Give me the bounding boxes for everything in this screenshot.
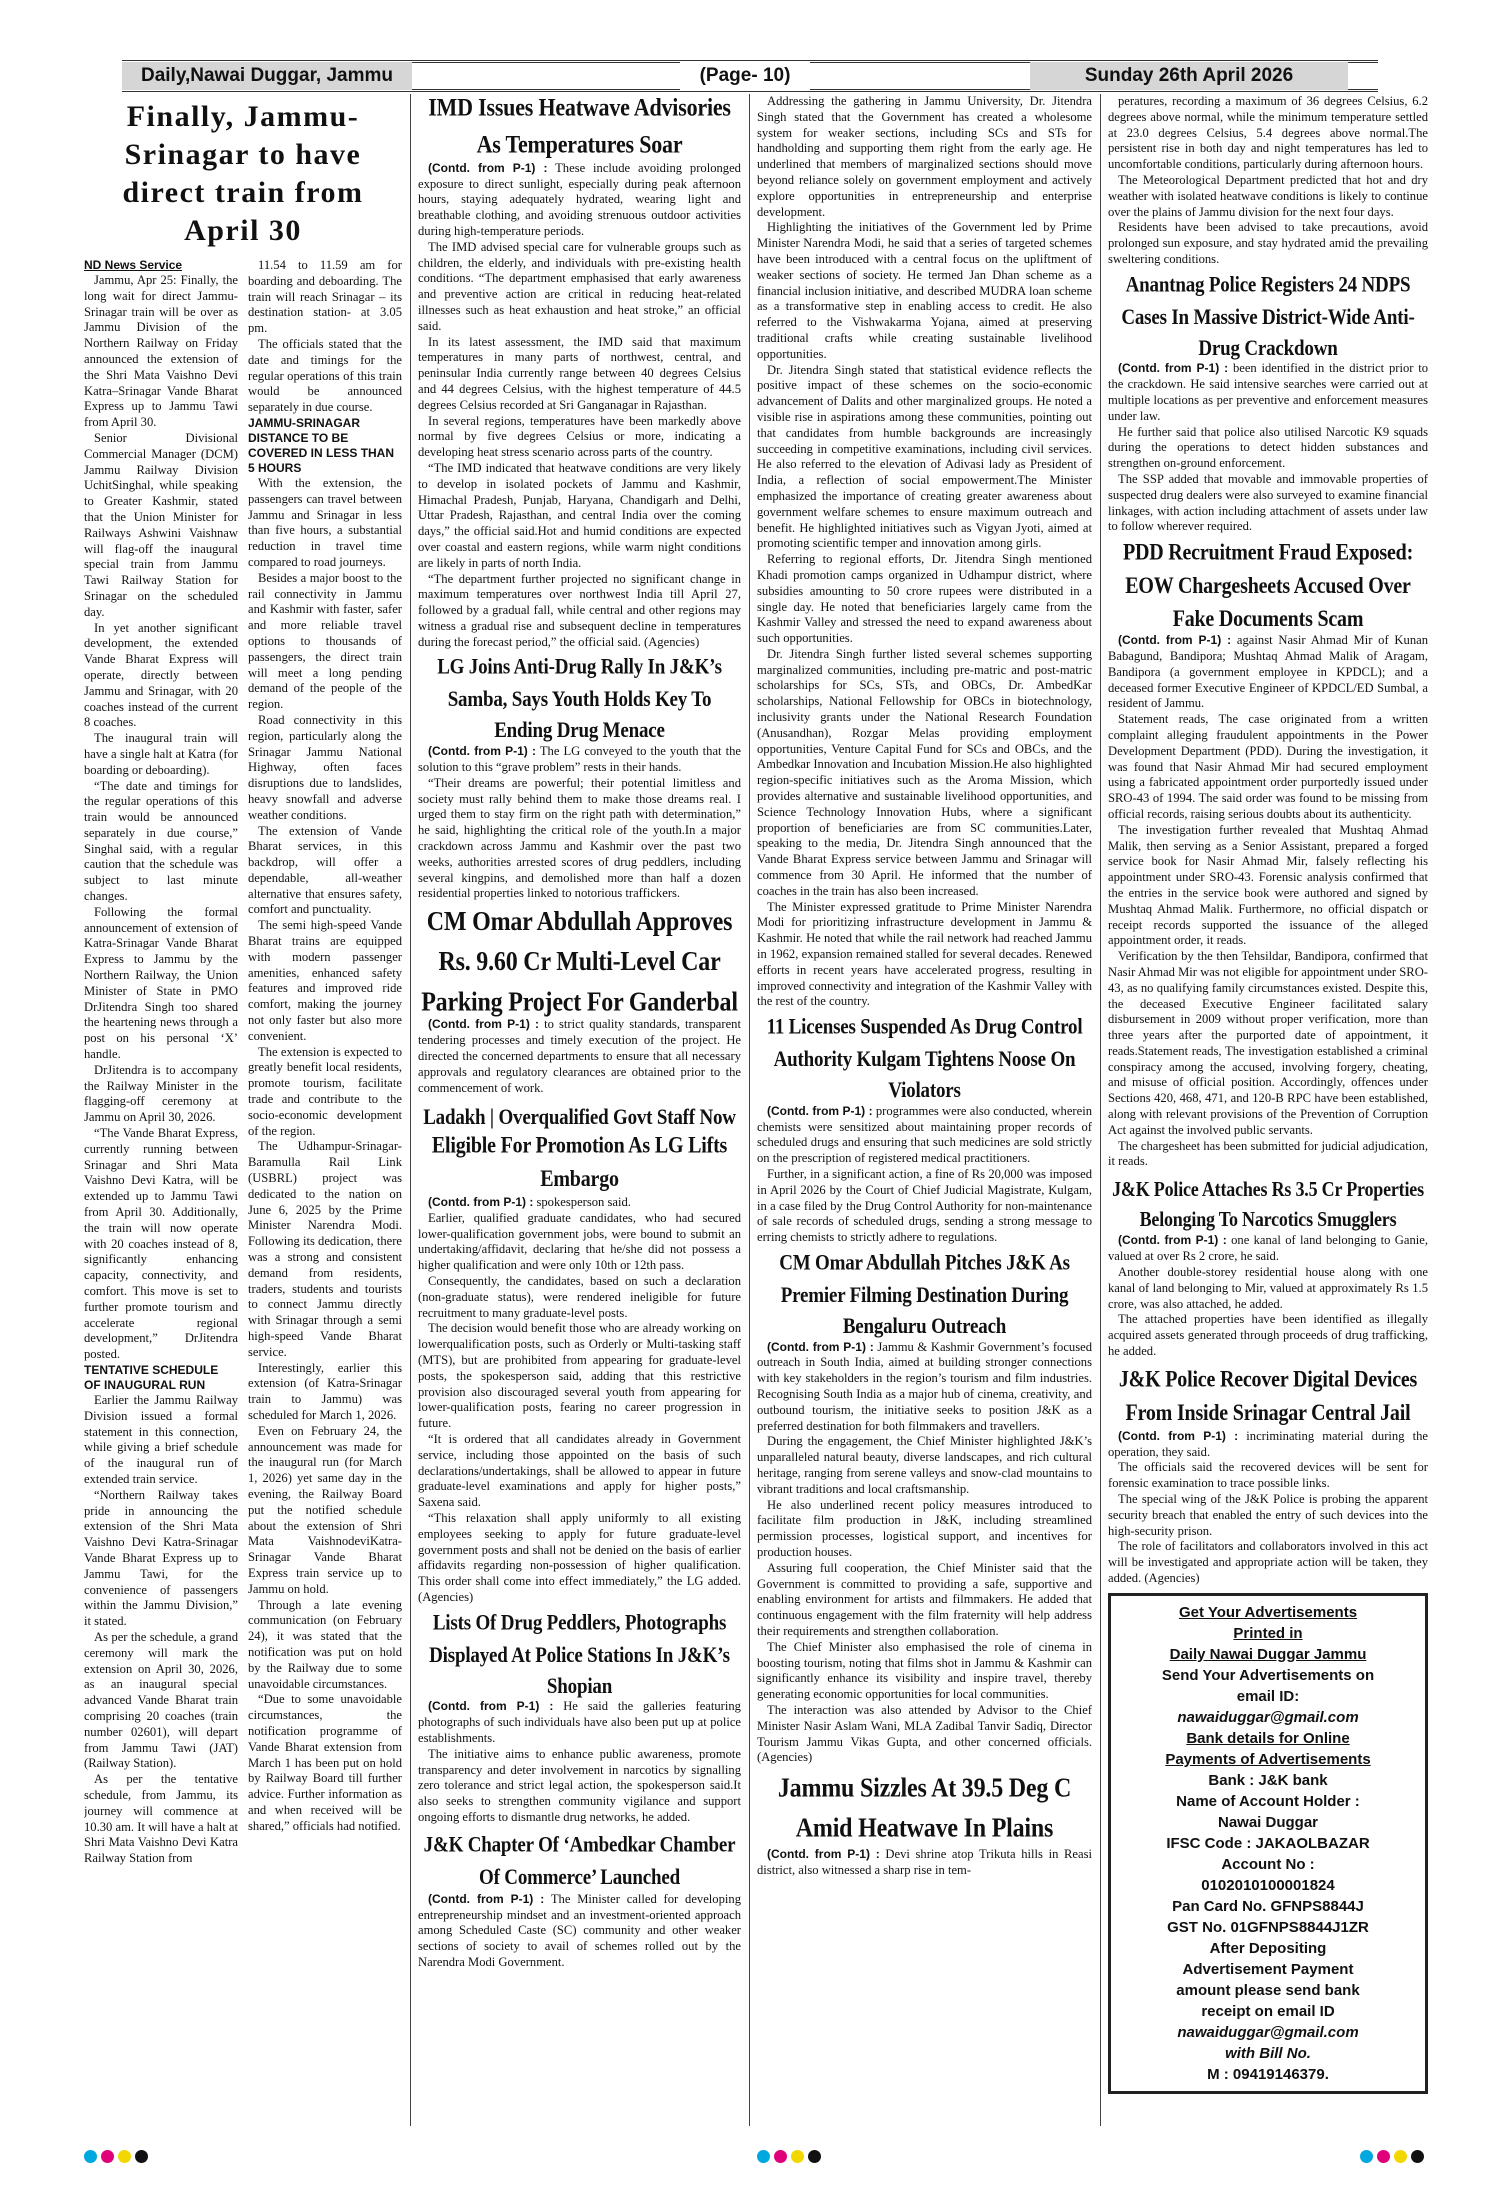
parking-headline: CM Omar Abdullah Approves Rs. 9.60 Cr Multi-Level Car Parking Project For Ganderbal xyxy=(421,906,738,1017)
ad-email: nawaiduggar@gmail.com xyxy=(1177,2023,1359,2041)
ad-line: Daily Nawai Duggar Jammu xyxy=(1169,1645,1367,1663)
lead-paragraph: “Northern Railway takes pride in announcing the extension of the Shri Mata Vaishno Devi Katra-Srinagar Vande Bharat Express up to Jammu Tawi, for the convenience of passengers within the Jammu Division,” it stated. xyxy=(84,1487,238,1629)
lead-paragraph: In yet another significant development, the extended Vande Bharat Express will operate, directly between Jammu and Srinagar, with 20 coaches instead of the current 8 coaches. xyxy=(84,620,238,730)
imd-paragraph: “The department further projected no significant change in maximum temperatures over northwest India till April 27, followed by a gradual fall, while central and other regions may witness a gradual rise and subsequent decline in temperatures during the forecast period,” the official said. (Agencies) xyxy=(418,571,741,649)
pdd-headline: PDD Recruitment Fraud Exposed: EOW Chargesheets Accused Over Fake Documents Scam xyxy=(1122,540,1414,633)
heat-paragraph: Devi shrine atop Trikuta hills in Reasi district, also witnessed a sharp rise in tem- xyxy=(757,1846,1092,1877)
heat-paragraph: The Meteorological Department predicted that hot and dry weather with isolated heatwave conditions is likely to continue over the plains of Jammu division for the next four days. xyxy=(1108,172,1428,219)
page-number: (Page- 10) xyxy=(680,62,810,90)
masthead-publication: Daily,Nawai Duggar, Jammu xyxy=(122,62,412,90)
heat-paragraph: Residents have been advised to take precautions, avoid prolonged sun exposure, and stay hydrated amid the prevailing sweltering conditions. xyxy=(1108,220,1428,266)
contd-label: (Contd. from P-1) : xyxy=(428,1699,554,1714)
lead-paragraph: 11.54 to 11.59 am for boarding and deboarding. The train will reach Srinagar – its destination station- at 3.05 pm. xyxy=(248,258,402,336)
ad-line: amount please send bank xyxy=(1176,1981,1360,1999)
attach-headline: J&K Police Attaches Rs 3.5 Cr Properties Belonging To Narcotics Smugglers xyxy=(1112,1177,1424,1231)
shopian-headline: Lists Of Drug Peddlers, Photographs Displayed At Police Stations In J&K’s Shopian xyxy=(429,1610,730,1699)
lead-paragraph: DrJitendra is to accompany the Railway Minister in the flagging-off ceremony at Jammu on April 30, 2026. xyxy=(84,1062,238,1125)
imd-paragraph: These include avoiding prolonged exposure to direct sunlight, especially during peak afternoon hours, staying adequately hydrated, wearing light and breathable clothing, and avoiding strenuous outdoor activities during high-temperature periods. xyxy=(418,160,741,238)
column-rule xyxy=(749,94,750,2126)
lead-paragraph: Jammu, Apr 25: Finally, the long wait for direct Jammu-Srinagar train will be over as Jammu Division of the Northern Railway on Friday announced the extension of the Shri Mata Vaishno Devi Katra–Srinagar Vande Bharat Express up to Jammu Tawi from April 30. xyxy=(84,273,238,430)
ad-line: GST No. 01GFNPS8844J1ZR xyxy=(1167,1918,1369,1936)
cmyk-marks-right xyxy=(1360,2150,1424,2163)
ladakh-paragraph: “It is ordered that all candidates already in Government service, including those appointed on the basis of such declarations/undertakings, shall be allowed to appear in future graduate-level examinations and apply for higher posts,” Saxena said. xyxy=(418,1431,741,1510)
jail-paragraph: The officials said the recovered devices will be sent for forensic examination to trace possible links. xyxy=(1108,1460,1428,1491)
ladakh-kicker: Ladakh | Overqualified Govt Staff Now xyxy=(423,1105,736,1131)
lead-paragraph: “The date and timings for the regular operations of this train would be announced separately in due course,” Singhal said, with a regular caution that the schedule was subject to last minute changes. xyxy=(84,778,238,904)
ad-email: nawaiduggar@gmail.com xyxy=(1177,1708,1359,1726)
lead-paragraph: As per the tentative schedule, from Jammu, its journey will commence at 10.30 am. It will have a halt at Shri Mata Vaishno Devi Katra Railway Station from xyxy=(84,1772,238,1866)
shopian-paragraph: He said the galleries featuring photographs of such individuals have also been put up at police establishments. xyxy=(418,1699,741,1745)
ad-line: Payments of Advertisements xyxy=(1165,1750,1371,1768)
lead-paragraph: Through a late evening communication (on February 24), it was stated that the notification was put on hold by the Railway due to some unavoidable circumstances. xyxy=(248,1597,402,1691)
black-dot-icon xyxy=(808,2150,821,2163)
ndps-paragraph: The SSP added that movable and immovable properties of suspected drug dealers were also surveyed to examine financial linkages, with action including attachment of assets under law to follow wherever required. xyxy=(1108,471,1428,534)
lead-paragraph: The semi high-speed Vande Bharat trains are equipped with modern passenger amenities, enhanced safety features and improved ride comfort, making the journey not only faster but also more convenient. xyxy=(248,918,402,1043)
byline: ND News Service xyxy=(84,258,183,272)
contd-label: (Contd. from P-1) : xyxy=(767,1103,873,1118)
column-rule xyxy=(1100,94,1101,2126)
lead-paragraph: With the extension, the passengers can travel between Jammu and Srinagar in less than five hours, a substantial reduction in travel time compared to road journeys. xyxy=(248,475,402,569)
ambedkar-headline: J&K Chapter Of ‘Ambedkar Chamber Of Commerce’ Launched xyxy=(423,1833,736,1889)
filming-paragraph: The interaction was also attended by Advisor to the Chief Minister Nasir Aslam Wani, MLA Zadibal Tanvir Sadiq, Director Tourism Jammu Vikas Gupta, and other concerned officials.(Agencies) xyxy=(757,1703,1092,1765)
pdd-paragraph: The investigation further revealed that Mushtaq Ahmad Malik, then serving as a Senior Assistant, prepared a forged service book for Nasir Ahmad Mir, falsely reflecting his appointment under SRO-43. Forensic analysis confirmed that the entries in the service book were authored and signed by Mushtaq Ahmad Malik. Furthermore, no official dispatch or receipt records supported the issuance of the alleged appointment order, it reads. xyxy=(1108,822,1428,948)
filming-paragraph: Assuring full cooperation, the Chief Minister said that the Government is committed to providing a safe, supportive and enabling environment for artists and filmmakers. He added that continuous engagement with the film fraternity will help address their requirements and strengthen collaboration. xyxy=(757,1560,1092,1639)
ad-line: receipt on email ID xyxy=(1201,2002,1335,2020)
cyan-dot-icon xyxy=(1360,2150,1373,2163)
attach-paragraph: The attached properties have been identified as illegally acquired assets generated through proceeds of drug trafficking, he added. xyxy=(1108,1312,1428,1359)
kulgam-headline: 11 Licenses Suspended As Drug Control Authority Kulgam Tightens Noose On Violators xyxy=(766,1015,1083,1103)
lead-paragraph: The extension of Vande Bharat services, in this backdrop, will offer a dependable, all-weather alternative that ensures safety, comfort and punctuality. xyxy=(248,823,402,917)
lead-paragraph: The officials stated that the date and timings for the regular operations of this train would be announced separately in due course. xyxy=(248,336,402,415)
ad-line: Pan Card No. GFNPS8844J xyxy=(1172,1897,1364,1915)
magenta-dot-icon xyxy=(101,2150,114,2163)
ad-line: with Bill No. xyxy=(1225,2044,1311,2062)
contd-label: (Contd. from P-1) : xyxy=(428,1017,540,1032)
ambedkar-paragraph: Highlighting the initiatives of the Government led by Prime Minister Narendra Modi, he said that a series of targeted schemes have been introduced with a central focus on the upliftment of weaker sections of society. He termed Jan Dhan scheme as a financial inclusion initiative, and described MUDRA loan scheme as a transformative step in enabling access to credit. He also referred to the Vishwakarma Yojana, aimed at preserving traditional crafts while creating sustainable livelihood opportunities. xyxy=(757,220,1092,361)
ad-line: IFSC Code : JAKAOLBAZAR xyxy=(1166,1834,1370,1852)
attach-paragraph: one kanal of land belonging to Ganie, valued at over Rs 2 crore, he said. xyxy=(1108,1233,1428,1264)
column-rule xyxy=(410,94,411,2126)
lead-paragraph: Besides a major boost to the rail connectivity in Jammu and Kashmir with faster, safer and more reliable travel options to thousands of passengers, the direct train will meet a long pending demand of the people of the region. xyxy=(248,570,402,712)
ad-line: 0102010100001824 xyxy=(1201,1876,1335,1894)
ad-line: Bank details for Online xyxy=(1186,1729,1350,1747)
yellow-dot-icon xyxy=(118,2150,131,2163)
ladakh-paragraph: The decision would benefit those who are already working on lowerqualification posts, such as Orderly or Multi-tasking staff (MTS), but are prohibited from appearing for graduate-level posts, the spokesperson said, adding that this restrictive provision also discouraged several youth from appearing for lower-qualification posts, fearing no career progression in future. xyxy=(418,1321,741,1431)
parking-paragraph: to strict quality standards, transparent tendering processes and timely execution of the project. He directed the concerned departments to ensure that all necessary approvals and regulatory clearances are obtained prior to the commencement of work. xyxy=(418,1017,741,1095)
ambedkar-paragraph: Dr. Jitendra Singh further listed several schemes supporting marginalized communities, including pre-matric and post-matric scholarships for SCs, STs, and OBCs, Dr. AmbedKar scholarships, National Fellowship for OBCs in biotechnology, inclusivity grants under the National Research Foundation (Anusandhan), Rozgar Melas providing employment opportunities, Venture Capital Fund for SCs and OBCs, and the Ambedkar Innovation and Incubation Mission.He also highlighted region-specific initiatives such as the Aroma Mission, which provides alternative and sustainable livelihood opportunities, and Science Technology Innovation Hubs, where a significant proportion of beneficiaries are from SC communities.Later, speaking to the media, Dr. Jitendra Singh announced that the Vande Bharat Express service between Jammu and Srinagar will commence from 30 April. He informed that the number of coaches in the train has also been increased. xyxy=(757,646,1092,898)
ad-phone: M : 09419146379. xyxy=(1207,2065,1329,2083)
lead-paragraph: As per the schedule, a grand ceremony will mark the extension on April 30, 2026, as an inaugural special advanced Vande Bharat train comprising 20 coaches (train number 02601), will depart from Jammu Tawi (JAT) (Railway Station). xyxy=(84,1629,238,1771)
magenta-dot-icon xyxy=(1377,2150,1390,2163)
filming-paragraph: He also underlined recent policy measures introduced to facilitate film production in J&K, including streamlined permission processes, logistical support, and incentives for production houses. xyxy=(757,1497,1092,1560)
ad-line: Advertisement Payment xyxy=(1182,1960,1354,1978)
black-dot-icon xyxy=(135,2150,148,2163)
black-dot-icon xyxy=(1411,2150,1424,2163)
lead-paragraph: The extension is expected to greatly benefit local residents, promote tourism, facilitate trade and contribute to the socio-economic development of the region. xyxy=(248,1044,402,1138)
ambedkar-paragraph: Addressing the gathering in Jammu University, Dr. Jitendra Singh stated that the Government has created a wholesome system for weaker sections, including SCs and STs for handholding and supporting them right from the early age. He underlined that members of marginalized sections should move beyond reliance solely on government employment and actively explore opportunities in entrepreneurship and enterprise development. xyxy=(757,94,1092,219)
lead-paragraph: The Udhampur-Srinagar-Baramulla Rail Link (USBRL) project was dedicated to the nation on June 6, 2025 by the Prime Minister Narendra Modi. Following its dedication, there was a strong and consistent demand from residents, traders, students and tourists to connect Jammu directly with Srinagar through a semi high-speed Vande Bharat service. xyxy=(248,1139,402,1359)
contd-label: (Contd. from P-1) : xyxy=(428,160,548,175)
ad-line: Name of Account Holder : xyxy=(1176,1792,1360,1810)
lead-paragraph: Interestingly, earlier this extension (of Katra-Srinagar train to Jammu) was scheduled for March 1, 2026. xyxy=(248,1360,402,1422)
pdd-paragraph: against Nasir Ahmad Mir of Kunan Babagund, Bandipora; Mushtaq Ahmad Malik of Aragam, Bandipora (a government employee in KPDCL); and a deceased former Executive Engineer of KPDCL/ED Sumbal, a resident of Jammu. xyxy=(1108,633,1428,711)
ndps-paragraph: been identified in the district prior to the crackdown. He said intensive searches were carried out at multiple locations as per preventive and enforcement measures under law. xyxy=(1108,361,1428,423)
imd-paragraph: “The IMD indicated that heatwave conditions are very likely to develop in isolated pockets of Jammu and Kashmir, Himachal Pradesh, Punjab, Haryana, Chandigarh and Delhi, Uttar Pradesh, Rajasthan, and central India over the coming days,” the official said.Hot and humid conditions are expected over coastal and eastern regions, while warm night conditions are likely in parts of north India. xyxy=(418,460,741,570)
lead-subheading: TENTATIVE SCHEDULE OF INAUGURAL RUN xyxy=(84,1362,219,1392)
cmyk-marks-left xyxy=(84,2150,148,2163)
lead-paragraph: Senior Divisional Commercial Manager (DCM) Jammu Railway Division UchitSinghal, while speaking to Greater Kashmir, stated that the Union Minister for Railways Ashwini Vaishnaw will flag-off the inaugural special train from Jammu Tawi Railway Station for Srinagar on the scheduled day. xyxy=(84,430,238,619)
contd-label: (Contd. from P-1) : xyxy=(428,1195,534,1210)
ad-line: Account No : xyxy=(1221,1855,1315,1873)
contd-label: (Contd. from P-1) : xyxy=(428,744,537,759)
ambedkar-paragraph: Referring to regional efforts, Dr. Jitendra Singh mentioned Khadi promotion camps organized in Udhampur district, where subsidies amounting to 50 crore rupees were distributed in a single day. He noted that beneficiaries largely came from the Kashmir Valley and stressed the need to expand awareness about such opportunities. xyxy=(757,552,1092,646)
lead-paragraph: “The Vande Bharat Express, currently running between Srinagar and Shri Mata Vaishno Devi Katra, will be extended up to Jammu Tawi from April 30. Additionally, the train will now operate with 20 coaches instead of 8, significantly enhancing capacity, connectivity, and comfort. This move is set to further promote tourism and accelerate regional development,” DrJitendra posted. xyxy=(84,1126,238,1362)
column-2 xyxy=(418,94,741,2126)
cmyk-marks-center xyxy=(757,2150,821,2163)
heat-headline: Jammu Sizzles At 39.5 Deg C Amid Heatwave In Plains xyxy=(777,1773,1072,1844)
pdd-paragraph: The chargesheet has been submitted for judicial adjudication, it reads. xyxy=(1108,1138,1428,1169)
contd-label: (Contd. from P-1) : xyxy=(1118,633,1232,648)
contd-label: (Contd. from P-1) : xyxy=(428,1891,545,1906)
ad-line: Send Your Advertisements on xyxy=(1161,1666,1375,1684)
ladakh-paragraph: “This relaxation shall apply uniformly to all existing employees seeking to apply for future graduate-level government posts and shall not be denied on the basis of earlier affidavits regarding non-possession of higher qualification. This order shall come into effect immediately,” the LG added. (Agencies) xyxy=(418,1510,741,1604)
lead-headline: Finally, Jammu-Srinagar to have direct train from April 30 xyxy=(122,100,364,247)
ladakh-paragraph: Earlier, qualified graduate candidates, who had secured lower-qualification government jobs, were bound to submit an undertaking/affidavit, declaring that he/she did not possess a higher qualification and were only 10th or 12th pass. xyxy=(418,1210,741,1273)
ad-line: Nawai Duggar xyxy=(1217,1813,1319,1831)
lg-rally-headline: LG Joins Anti-Drug Rally In J&K’s Samba, Says Youth Holds Key To Ending Drug Menace xyxy=(437,655,722,744)
contd-label: (Contd. from P-1) : xyxy=(767,1339,874,1354)
contd-label: (Contd. from P-1) : xyxy=(1118,1428,1239,1443)
filming-paragraph: During the engagement, the Chief Minister highlighted J&K’s unparalleled natural beauty, diverse landscapes, and rich cultural heritage, ranging from serene valleys and snow-clad mountains to vibrant traditions and local craftsmanship. xyxy=(757,1434,1092,1496)
column-4 xyxy=(1108,94,1428,2126)
ad-line: Bank : J&K bank xyxy=(1208,1771,1328,1789)
pdd-paragraph: Statement reads, The case originated from a written complaint alleging fraudulent appointments in the Power Development Department (PDD). During the investigation, it was found that Nasir Ahmad Mir had secured employment using a fabricated appointment order purportedly issued under SRO-43 of 1994. The said order was found to be missing from official records, raising serious doubts about its authenticity. xyxy=(1108,712,1428,821)
ambedkar-paragraph: Dr. Jitendra Singh stated that statistical evidence reflects the positive impact of these schemes on the socio-economic advancement of Dalits and other marginalized groups. He noted a visible rise in aspirations among these communities, pointing out that candidates from humble backgrounds are increasingly succeeding in competitive examinations, including civil services. He also referred to the elevation of Adivasi lady as President of India, a reflection of social empowerment.The Minister emphasized the importance of creating greater awareness about government welfare schemes to ensure maximum outreach and benefit. He highlighted initiatives such as Vigyan Jyoti, aimed at promoting scientific temper and innovation among girls. xyxy=(757,362,1092,551)
imd-paragraph: The IMD advised special care for vulnerable groups such as children, the elderly, and individuals with pre-existing health conditions. “The department emphasised that early awareness and preventive action are critical in reducing heat-related illnesses such as heat exhaustion and heat stroke,” an official said. xyxy=(418,239,741,333)
attach-paragraph: Another double-storey residential house along with one kanal of land belonging to Mir, valued at approximately Rs 1.5 crore, was also attached, he added. xyxy=(1108,1265,1428,1311)
filming-headline: CM Omar Abdullah Pitches J&K As Premier Filming Destination During Bengaluru Outreach xyxy=(779,1251,1070,1339)
lead-paragraph: Following the formal announcement of extension of Katra-Srinagar Vande Bharat Express to Jammu by the Northern Railway, the Union Minister of State in PMO DrJitendra Singh too shared the heartening news through a post on his personal ‘X’ handle. xyxy=(84,904,238,1062)
filming-paragraph: Jammu & Kashmir Government’s focused outreach in South India, aimed at building stronger connections with key stakeholders in the region’s tourism and film industries. Recognising South India as a major hub of cinema, creativity, and outbound tourism, the initiative seeks to position J&K as a preferred destination for both filmmakers and travellers. xyxy=(757,1339,1092,1433)
column-3 xyxy=(757,94,1092,2126)
jail-paragraph: incriminating material during the operation, they said. xyxy=(1108,1428,1428,1459)
yellow-dot-icon xyxy=(1394,2150,1407,2163)
contd-label: (Contd. from P-1) : xyxy=(767,1846,880,1861)
jail-headline: J&K Police Recover Digital Devices From Inside Srinagar Central Jail xyxy=(1118,1366,1418,1426)
ad-line: After Depositing xyxy=(1209,1939,1327,1957)
imd-paragraph: In its latest assessment, the IMD said that maximum temperatures in many parts of northwest, central, and peninsular India currently range between 40 degrees Celsius and 44 degrees Celsius, with the highest temperature of 44.5 degrees Celsius recorded at Sri Ganganagar in Rajasthan. xyxy=(418,334,741,412)
heat-paragraph: peratures, recording a maximum of 36 degrees Celsius, 6.2 degrees above normal, while the minimum temperature settled at 23.0 degrees Celsius, 5.4 degrees above normal.The persistent rise in both day and night temperatures has led to uncomfortable conditions, particularly during afternoon hours. xyxy=(1108,94,1428,172)
cyan-dot-icon xyxy=(84,2150,97,2163)
imd-paragraph: In several regions, temperatures have been markedly above normal by five degrees Celsius or more, indicating a developing heat stress scenario across parts of the country. xyxy=(418,413,741,460)
issue-date: Sunday 26th April 2026 xyxy=(1030,62,1348,90)
ladakh-paragraph: Consequently, the candidates, based on such a declaration (non-graduate status), were rendered ineligible for future recruitment to many graduate-level posts. xyxy=(418,1274,741,1320)
ndps-headline: Anantnag Police Registers 24 NDPS Cases In Massive District-Wide Anti-Drug Crackdown xyxy=(1121,273,1415,361)
cyan-dot-icon xyxy=(757,2150,770,2163)
jail-paragraph: The role of facilitators and collaborators involved in this act will be investigated and appropriate action will be taken, they added. (Agencies) xyxy=(1108,1539,1428,1585)
lead-paragraph: Road connectivity in this region, particularly along the Srinagar Jammu National Highway, often faces disruptions due to landslides, heavy snowfall and adverse weather conditions. xyxy=(248,712,402,822)
ad-line: Printed in xyxy=(1233,1624,1303,1642)
kulgam-paragraph: programmes were also conducted, wherein chemists were sensitized about maintaining proper records of scheduled drugs and ensuring that such medicines are sold strictly on the prescription of registered medical practitioners. xyxy=(757,1103,1092,1166)
lg-rally-paragraph: “Their dreams are powerful; their potential limitless and society must rally behind them to make those dreams real. I urged them to stay firm on the right path with determination,” he said, highlighting the critical role of the youth.In a major crackdown across Jammu and Kashmir over the past two weeks, authorities arrested scores of drug peddlers, including several kingpins, and demolished more than half a dozen residential properties linked to notorious traffickers. xyxy=(418,775,741,901)
shopian-paragraph: The initiative aims to enhance public awareness, promote transparency and deter involvement in narcotics by signalling zero tolerance and strict legal action, the spokesperson said.It also seeks to strengthen community vigilance and support ongoing efforts to dismantle drug networks, he added. xyxy=(418,1746,741,1824)
ad-line: Get Your Advertisements xyxy=(1178,1603,1358,1621)
ambedkar-paragraph: The Minister expressed gratitude to Prime Minister Narendra Modi for prioritizing infrastructure development in Jammu & Kashmir. He noted that while the rail network had reached Jammu in 1962, expansion remained stalled for several decades. Renewed efforts in recent years have accelerated progress, resulting in improved connectivity and integration of the Kashmir Valley with the rest of the country. xyxy=(757,899,1092,1009)
advertisement-box xyxy=(1108,1593,1428,2094)
contd-label: (Contd. from P-1) : xyxy=(1118,361,1229,376)
filming-paragraph: The Chief Minister also emphasised the role of cinema in boosting tourism, noting that films shot in Jammu & Kashmir can significantly enhance its visibility and inspire travel, thereby generating economic opportunities for local communities. xyxy=(757,1639,1092,1702)
lead-paragraph: The inaugural train will have a single halt at Katra (for boarding or deboarding). xyxy=(84,731,238,777)
ladakh-headline: Eligible For Promotion As LG Lifts Embargo xyxy=(431,1133,728,1192)
lg-rally-paragraph: The LG conveyed to the youth that the solution to this “grave problem” rests in their hands. xyxy=(418,744,741,774)
lead-subheading: JAMMU-SRINAGAR DISTANCE TO BE COVERED IN LESS THAN 5 HOURS xyxy=(248,415,395,475)
yellow-dot-icon xyxy=(791,2150,804,2163)
imd-headline: IMD Issues Heatwave Advisories As Temperatures Soar xyxy=(428,94,731,159)
ndps-paragraph: He further said that police also utilised Narcotic K9 squads during the operations to detect hidden substances and strengthen on-ground enforcement. xyxy=(1108,424,1428,471)
ladakh-paragraph: spokesperson said. xyxy=(536,1195,631,1210)
ambedkar-paragraph: The Minister called for developing entrepreneurship mindset and an investment-oriented approach among Scheduled Caste (SC) community and other weaker sections of society to avail of schemes rolled out by the Narendra Modi Government. xyxy=(418,1891,741,1970)
magenta-dot-icon xyxy=(774,2150,787,2163)
lead-story xyxy=(84,94,402,2126)
jail-paragraph: The special wing of the J&K Police is probing the apparent security breach that enabled the entry of such devices into the high-security prison. xyxy=(1108,1492,1428,1538)
pdd-paragraph: Verification by the then Tehsildar, Bandipora, confirmed that Nasir Ahmad Mir was not eligible for appointment under SRO-43, as no qualifying family circumstances existed. Despite this, the deceased Executive Engineer facilitated salary disbursement in 2009 without proper verification, more than three years after the purported date of appointment, it reads.Statement reads, The investigation established a criminal conspiracy among the accused, involving forgery, cheating, and misuse of official position. Accordingly, offences under Sections 420, 468, 471, and 120-B RPC have been established, along with relevant provisions of the Prevention of Corruption Act against the involved public servants. xyxy=(1108,949,1428,1137)
kulgam-paragraph: Further, in a significant action, a fine of Rs 20,000 was imposed in April 2026 by the Court of Chief Judicial Magistrate, Kulgam, in a case filed by the Drug Control Authority for non-maintenance of sale records of scheduled drugs, sending a strong message to erring chemists to strictly adhere to regulations. xyxy=(757,1167,1092,1245)
lead-paragraph: Even on February 24, the announcement was made for the inaugural run (for March 1, 2026) yet same day in the evening, the Railway Board put the notified schedule about the extension of Shri Mata VaishnodeviKatra-Srinagar Vande Bharat Express train service up to Jammu on hold. xyxy=(248,1423,402,1596)
ad-line: email ID: xyxy=(1236,1687,1300,1705)
lead-paragraph: “Due to some unavoidable circumstances, the notification programme of Vande Bharat extension from March 1 has been put on hold by Railway Board till further advice. Further information as and when received will be shared,” officials had notified. xyxy=(248,1692,402,1833)
lead-paragraph: Earlier the Jammu Railway Division issued a formal statement in this connection, while giving a brief schedule of the inaugural run of extended train service. xyxy=(84,1392,238,1486)
contd-label: (Contd. from P-1) : xyxy=(1118,1233,1227,1248)
